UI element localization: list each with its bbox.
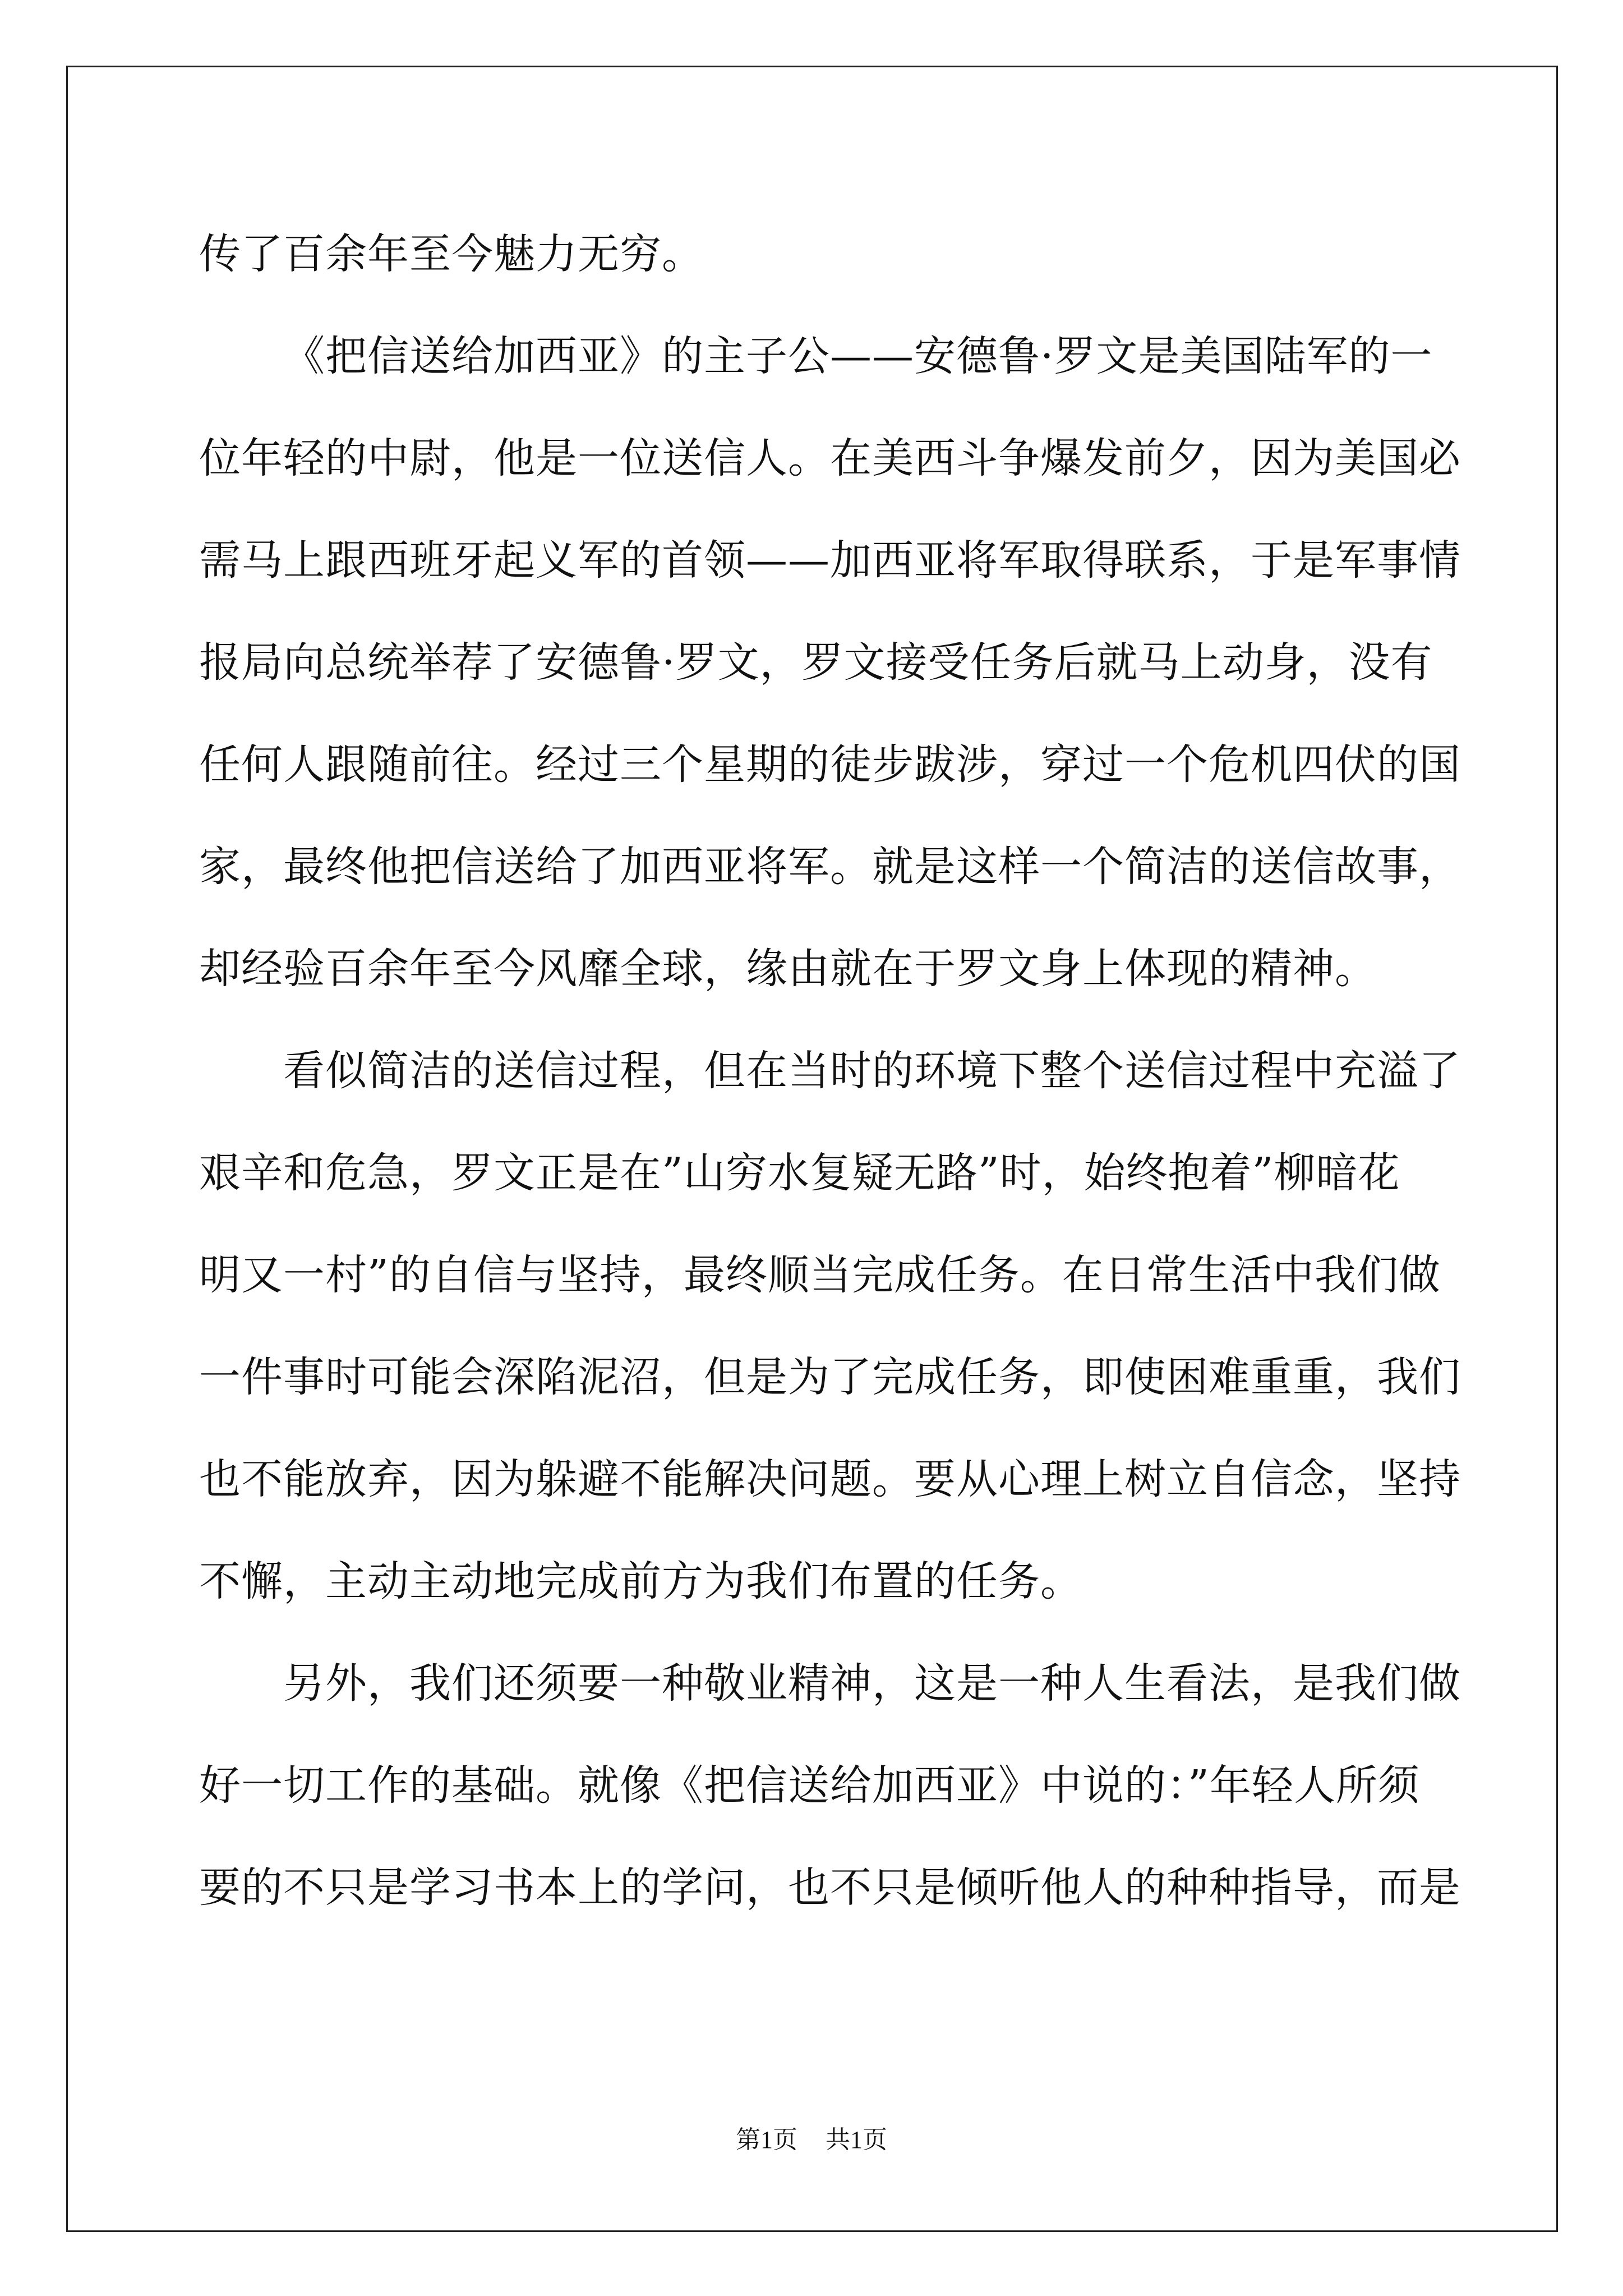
text-line: 任何人跟随前往。经过三个星期的徒步跋涉，穿过一个危机四伏的国 — [199, 740, 1461, 789]
text-line: 另外，我们还须要一种敬业精神，这是一种人生看法，是我们做 — [283, 1659, 1461, 1708]
page-footer — [0, 2123, 1623, 2157]
text-line: 看似简洁的送信过程，但在当时的环境下整个送信过程中充溢了 — [283, 1047, 1461, 1095]
text-line: 家，最终他把信送给了加西亚将军。就是这样一个简洁的送信故事， — [199, 843, 1461, 891]
text-line: 明又一村”的自信与坚持，最终顺当完成任务。在日常生活中我们做 — [199, 1251, 1441, 1299]
text-line: 报局向总统举荐了安德鲁·罗文，罗文接受任务后就马上动身，没有 — [199, 638, 1433, 687]
text-line: 一件事时可能会深陷泥沼，但是为了完成任务，即使困难重重，我们 — [199, 1353, 1461, 1401]
text-line: 艰辛和危急，罗文正是在”山穷水复疑无路”时，始终抱着”柳暗花 — [199, 1149, 1400, 1197]
text-line: 位年轻的中尉，他是一位送信人。在美西斗争爆发前夕，因为美国必 — [199, 434, 1461, 482]
page-total: 共1页 — [826, 2126, 887, 2154]
text-line: 也不能放弃，因为躲避不能解决问题。要从心理上树立自信念，坚持 — [199, 1455, 1461, 1503]
document-body — [199, 203, 1461, 1939]
text-line: 却经验百余年至今风靡全球，缘由就在于罗文身上体现的精神。 — [199, 945, 1377, 993]
text-line: 不懈，主动主动地完成前方为我们布置的任务。 — [199, 1557, 1082, 1605]
page-number: 第1页 — [736, 2126, 797, 2154]
text-line: 传了百余年至今魅力无穷。 — [199, 230, 704, 278]
text-line: 需马上跟西班牙起义军的首领——加西亚将军取得联系，于是军事情 — [199, 536, 1461, 585]
text-line: 《把信送给加西亚》的主子公——安德鲁·罗文是美国陆军的一 — [283, 332, 1433, 380]
text-line: 要的不只是学习书本上的学问，也不只是倾听他人的种种指导，而是 — [199, 1864, 1461, 1912]
text-line: 好一切工作的基础。就像《把信送给加西亚》中说的：”年轻人所须 — [199, 1761, 1420, 1810]
